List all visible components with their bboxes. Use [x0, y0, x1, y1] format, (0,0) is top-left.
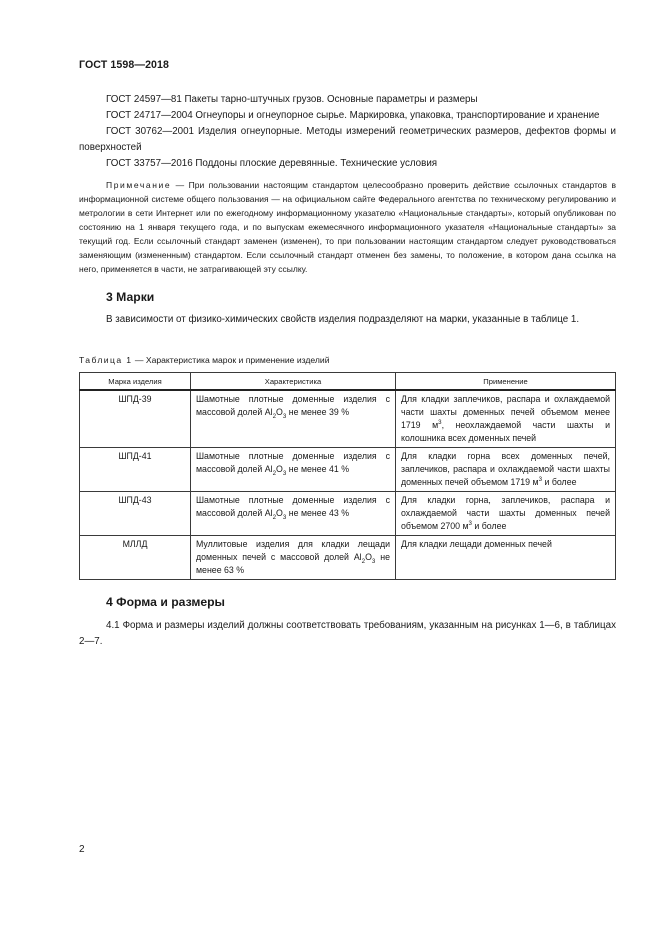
references-note: [79, 178, 616, 276]
table-row: [80, 492, 616, 536]
cell-application: Для кладки лещади доменных печей: [396, 536, 616, 580]
section-3-paragraph: В зависимости от физико-химических свойств изделия подразделяют на марки, указанные в таблице 1.: [106, 314, 580, 325]
table-caption-text: — Характеристика марок и применение изделий: [132, 355, 330, 365]
cell-application: Для кладки горна, заплечиков, распара и охлаждаемой части шахты доменных печей объемом 2700 $м^3$ и более: [396, 492, 616, 536]
table-1-grades: [79, 372, 616, 580]
cell-characteristic: Муллитовые изделия для кладки лещади доменных печей с массовой долей $Al_2O_3$ не менее 63 %: [191, 536, 396, 580]
column-header-characteristic: Характеристика: [191, 373, 396, 391]
table-1-caption: [79, 355, 330, 365]
normative-references-list: [79, 92, 616, 172]
cell-mark: ШПД-43: [80, 492, 191, 536]
note-label: Примечание: [106, 180, 172, 190]
reference-item: ГОСТ 30762—2001 Изделия огнеупорные. Методы измерений геометрических размеров, дефектов формы и поверхностей: [79, 126, 616, 153]
section-4-body: [79, 618, 616, 650]
table-row: [80, 536, 616, 580]
section-3-title: 3 Марки: [106, 290, 155, 304]
section-4-paragraph: 4.1 Форма и размеры изделий должны соответствовать требованиям, указанным на рисунках 1—6, в таблицах 2—7.: [79, 620, 616, 647]
column-header-application: Применение: [396, 373, 616, 391]
reference-item: ГОСТ 24597—81 Пакеты тарно-штучных грузов. Основные параметры и размеры: [106, 94, 478, 105]
page-number: 2: [79, 844, 85, 855]
column-header-mark: Марка изделия: [80, 373, 191, 391]
section-3-body: [79, 312, 616, 328]
document-id-header: ГОСТ 1598—2018: [79, 59, 170, 71]
cell-characteristic: Шамотные плотные доменные изделия с массовой долей $Al_2O_3$ не менее 39 %: [191, 390, 396, 448]
note-text: — При пользовании настоящим стандартом целесообразно проверить действие ссылочных стандартов в информационной системе общего пользования — на официальном сайте Федерального агентства по техническому регулированию и метрологии в сети Интернет или по ежегодному информационному указателю «Национальные стандарты», который опубликован по состоянию на 1 января текущего года, и по выпускам ежемесячного информационного указателя «Национальные стандарты» за текущий год. Если ссылочный стандарт заменен (изменен), то при пользовании настоящим стандартом следует руководствоваться заменяющим (измененным) стандартом. Если ссылочный стандарт отменен без замены, то положение, в котором дана ссылка на него, применяется в части, не затрагивающей эту ссылку.: [79, 180, 616, 274]
cell-mark: ШПД-39: [80, 390, 191, 448]
cell-characteristic: Шамотные плотные доменные изделия с массовой долей $Al_2O_3$ не менее 41 %: [191, 448, 396, 492]
reference-item: ГОСТ 24717—2004 Огнеупоры и огнеупорное сырье. Маркировка, упаковка, транспортирование и хранение: [106, 110, 600, 121]
table-header-row: [80, 373, 616, 391]
table-caption-label: Таблица 1: [79, 355, 133, 365]
cell-application: Для кладки заплечиков, распара и охлаждаемой части шахты доменных печей объемом менее 1719 $м^3$, неохлаждаемой части шахты и колошника всех доменных печей: [396, 390, 616, 448]
table-row: [80, 390, 616, 448]
section-4-title: 4 Форма и размеры: [106, 595, 225, 609]
cell-application: Для кладки горна всех доменных печей, заплечиков, распара и охлаждаемой части шахты доменных печей объемом 1719 $м^3$ и более: [396, 448, 616, 492]
cell-mark: ШПД-41: [80, 448, 191, 492]
cell-mark: МЛЛД: [80, 536, 191, 580]
cell-characteristic: Шамотные плотные доменные изделия с массовой долей $Al_2O_3$ не менее 43 %: [191, 492, 396, 536]
table-row: [80, 448, 616, 492]
reference-item: ГОСТ 33757—2016 Поддоны плоские деревянные. Технические условия: [106, 158, 438, 169]
